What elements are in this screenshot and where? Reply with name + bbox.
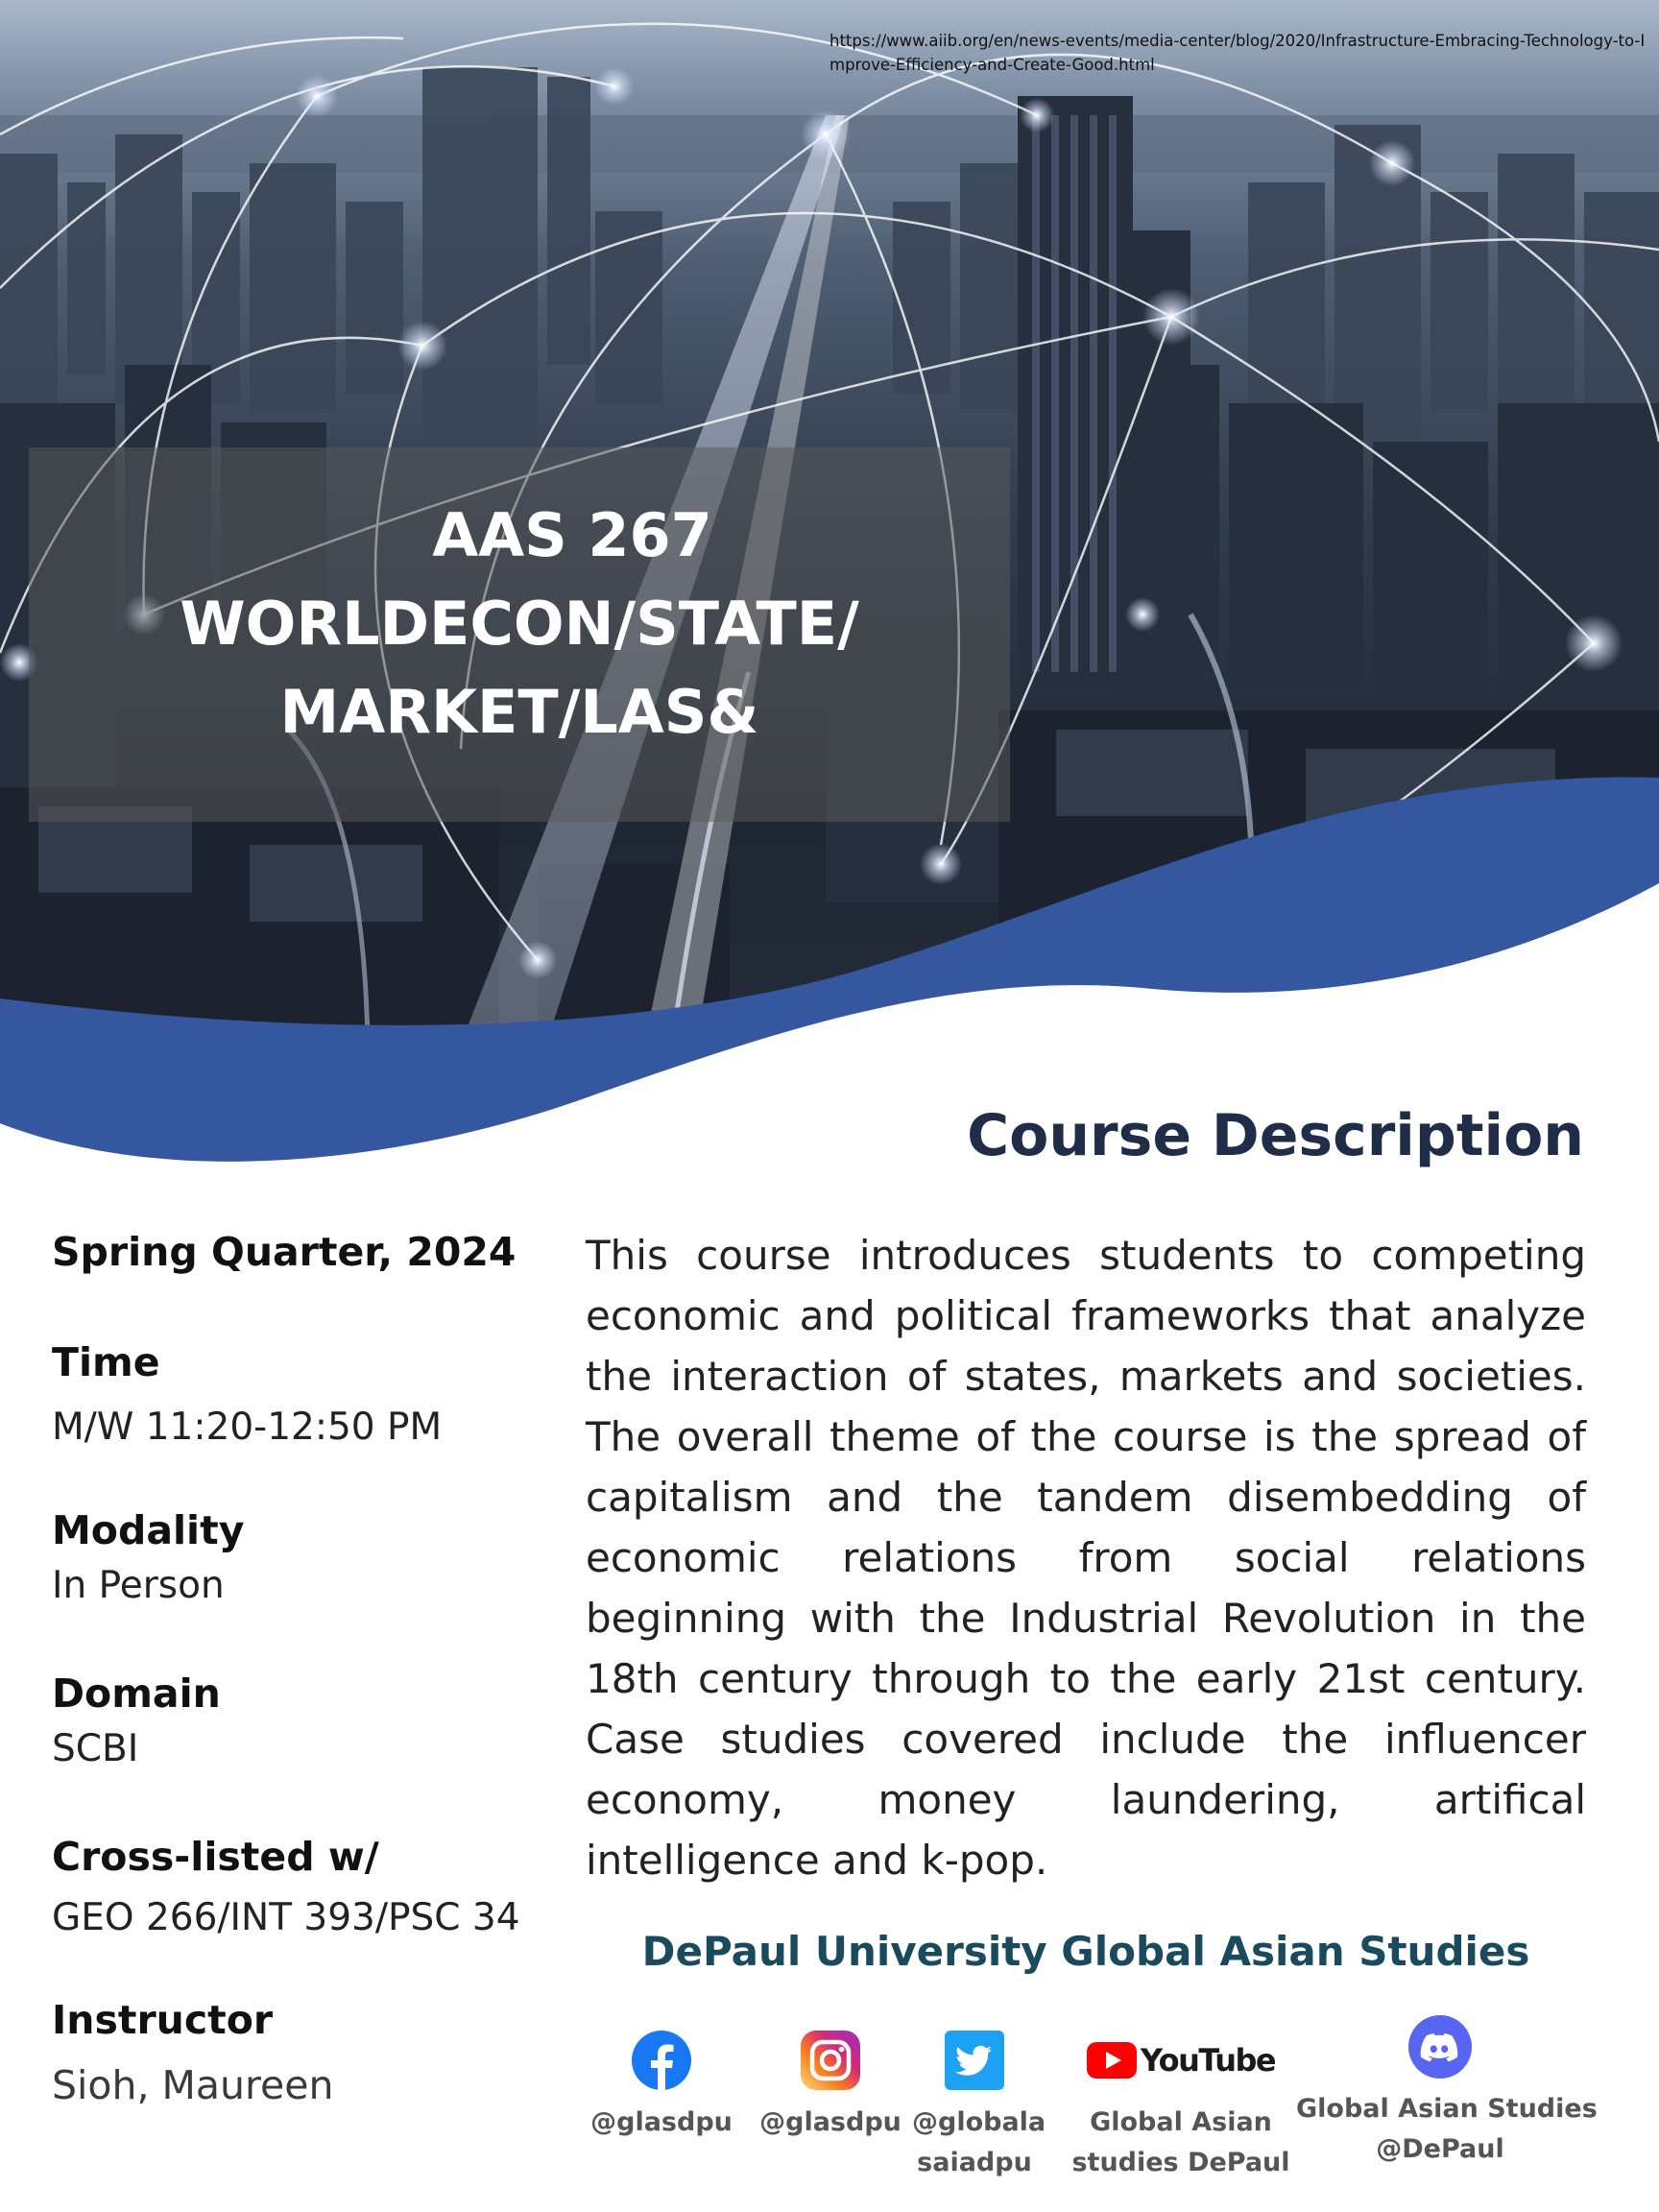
- modality-label: Modality: [52, 1507, 245, 1553]
- time-block: [52, 1334, 442, 1455]
- facebook-handle: @glasdpu: [590, 2107, 733, 2137]
- modality-value: In Person: [52, 1564, 225, 1607]
- domain-label: Domain: [52, 1671, 221, 1717]
- domain-value: SCBI: [52, 1727, 139, 1770]
- quarter: Spring Quarter, 2024: [52, 1229, 517, 1275]
- instructor-label: Instructor: [52, 1997, 274, 2043]
- social-youtube[interactable]: [1066, 2026, 1296, 2183]
- youtube-icon: [1087, 2042, 1137, 2079]
- course-description-text: This course introduces students to competing economic and political frameworks that analyze the interaction of states, markets and societies. The overall theme of the course is the spread of capitalism and the tandem disembedding of economic relations from social relations beginning with the Industrial Revolution in the 18th century through to the early 21st century. Case studies covered include the influencer economy, money laundering, artifical intelligence and k-pop.: [586, 1232, 1586, 1884]
- course-code: AAS 267: [432, 500, 712, 570]
- course-title-line-1: WORLDECON/STATE/: [180, 589, 859, 659]
- course-title-line-2: MARKET/LAS&: [279, 677, 759, 747]
- discord-icon: [1407, 2014, 1473, 2080]
- youtube-handle-line-2: studies DePaul: [1071, 2148, 1290, 2177]
- time-value: M/W 11:20-12:50 PM: [52, 1406, 443, 1449]
- twitter-handle-line-1: @globala: [912, 2107, 1046, 2137]
- youtube-handle-line-1: Global Asian: [1090, 2107, 1272, 2137]
- instagram-handle: @glasdpu: [759, 2107, 902, 2137]
- youtube-handle: [1066, 2103, 1296, 2183]
- instagram-icon: [800, 2030, 861, 2091]
- youtube-wordmark: YouTube: [1140, 2042, 1276, 2079]
- course-description-heading: Course Description: [967, 1102, 1584, 1169]
- image-source-url: https://www.aiib.org/en/news-events/media-center/blog/2020/Infrastructure-Embracing-Technology-to-Improve-Efficiency-and-Create-Good.html: [830, 32, 1646, 74]
- twitter-icon: [944, 2030, 1005, 2091]
- discord-handle-line-2: @DePaul: [1376, 2134, 1504, 2164]
- instructor-value: Sioh, Maureen: [52, 2062, 334, 2108]
- modality-block: [52, 1503, 244, 1614]
- twitter-handle-line-2: saiadpu: [917, 2148, 1032, 2177]
- crosslisted-label: Cross-listed w/: [52, 1834, 379, 1880]
- social-twitter[interactable]: [912, 2026, 1046, 2183]
- facebook-icon: [631, 2030, 692, 2091]
- social-instagram[interactable]: [754, 2026, 907, 2143]
- course-details: [52, 1229, 589, 2108]
- organization-name: DePaul University Global Asian Studies: [641, 1928, 1530, 1975]
- social-discord[interactable]: [1296, 2012, 1598, 2170]
- twitter-handle: [912, 2103, 1046, 2183]
- time-label: Time: [52, 1339, 160, 1385]
- instructor-block: [52, 1992, 333, 2113]
- discord-handle: [1296, 2089, 1598, 2170]
- social-facebook[interactable]: [589, 2026, 733, 2143]
- discord-handle-line-1: Global Asian Studies: [1296, 2094, 1598, 2124]
- crosslisted-value: GEO 266/INT 393/PSC 34: [52, 1896, 520, 1939]
- crosslisted-block: [52, 1829, 520, 1946]
- domain-block: [52, 1666, 221, 1777]
- course-title: [29, 492, 1010, 757]
